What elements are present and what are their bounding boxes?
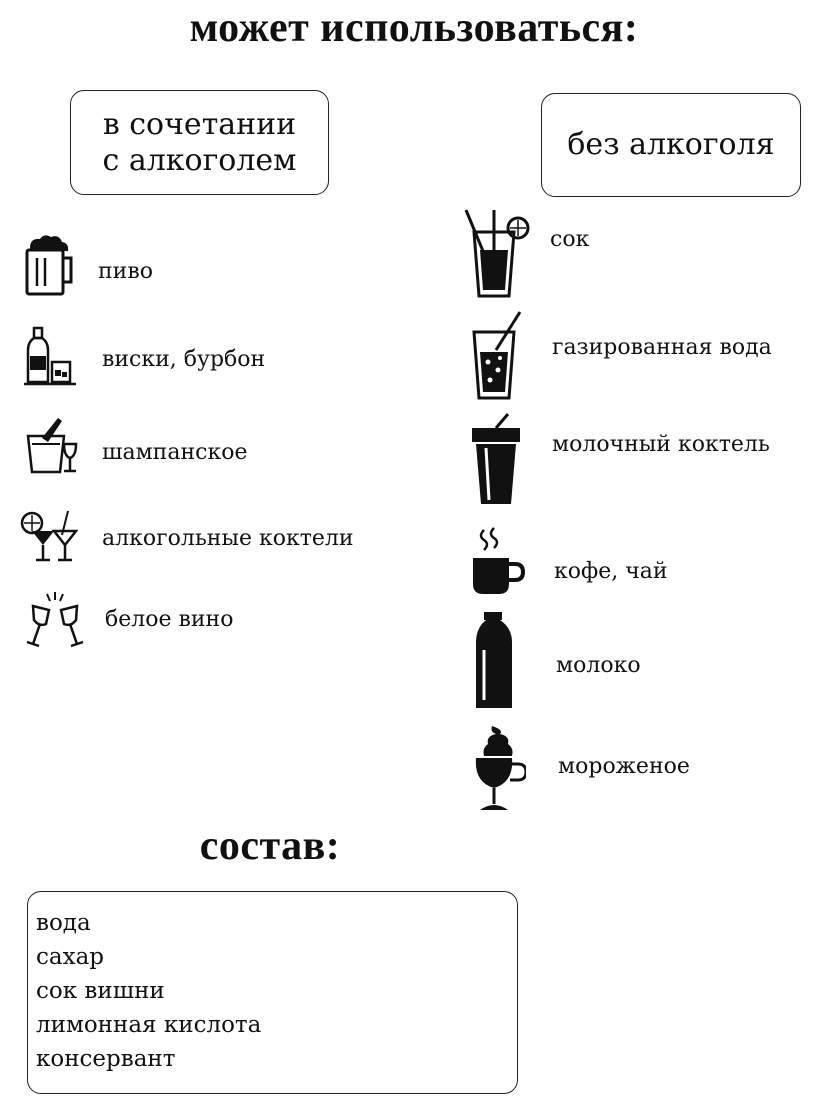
composition-item: сахар: [36, 944, 105, 970]
composition-item: лимонная кислота: [36, 1012, 262, 1038]
nonalcohol-item-milkshake: [466, 412, 770, 506]
champagne-bucket-icon: [26, 414, 78, 474]
item-label: виски, бурбон: [102, 346, 266, 372]
alcohol-heading-box: [70, 90, 329, 195]
composition-item: сок вишни: [36, 978, 165, 1004]
whiskey-bottle-glass-icon: [24, 326, 76, 386]
nonalcohol-heading-box: [541, 93, 801, 197]
nonalcohol-heading: без алкоголя: [567, 127, 775, 162]
soda-glass-icon: [470, 310, 526, 400]
nonalcohol-item-coffee: [470, 526, 668, 596]
alcohol-item-beer: [22, 234, 153, 296]
item-label: молоко: [556, 652, 641, 678]
nonalcohol-item-soda: [470, 310, 772, 400]
item-label: мороженое: [558, 753, 690, 779]
item-label: сок: [550, 226, 590, 252]
item-label: алкогольные коктели: [102, 525, 354, 551]
alcohol-item-cocktails: [18, 505, 354, 565]
page-title: может использоваться:: [189, 5, 639, 51]
alcohol-heading-line1: в сочетании: [102, 106, 297, 142]
item-label: пиво: [98, 258, 153, 284]
nonalcohol-item-milk: [474, 610, 641, 712]
coffee-cup-icon: [470, 526, 526, 596]
nonalcohol-item-juice: [464, 208, 589, 300]
item-label: молочный коктель: [552, 431, 770, 457]
item-label: шампанское: [102, 439, 248, 465]
beer-mug-icon: [22, 234, 76, 296]
item-label: газированная вода: [552, 334, 772, 360]
milkshake-cup-icon: [466, 412, 526, 506]
milk-bottle-icon: [474, 610, 514, 712]
composition-item: вода: [36, 910, 91, 936]
wine-toast-icon: [25, 590, 85, 650]
ice-cream-glass-icon: [470, 724, 526, 812]
alcohol-item-champagne: [26, 414, 247, 474]
alcohol-item-white-wine: [25, 590, 233, 650]
nonalcohol-item-ice-cream: [470, 724, 690, 812]
composition-box: [27, 891, 518, 1094]
item-label: кофе, чай: [554, 558, 668, 584]
item-label: белое вино: [105, 606, 234, 632]
composition-item: консервант: [36, 1046, 176, 1072]
composition-title: состав:: [199, 823, 341, 869]
cocktail-glasses-icon: [18, 505, 78, 565]
alcohol-heading-line2: с алкоголем: [102, 142, 297, 178]
juice-glass-icon: [464, 208, 530, 300]
alcohol-item-whiskey: [24, 326, 265, 386]
